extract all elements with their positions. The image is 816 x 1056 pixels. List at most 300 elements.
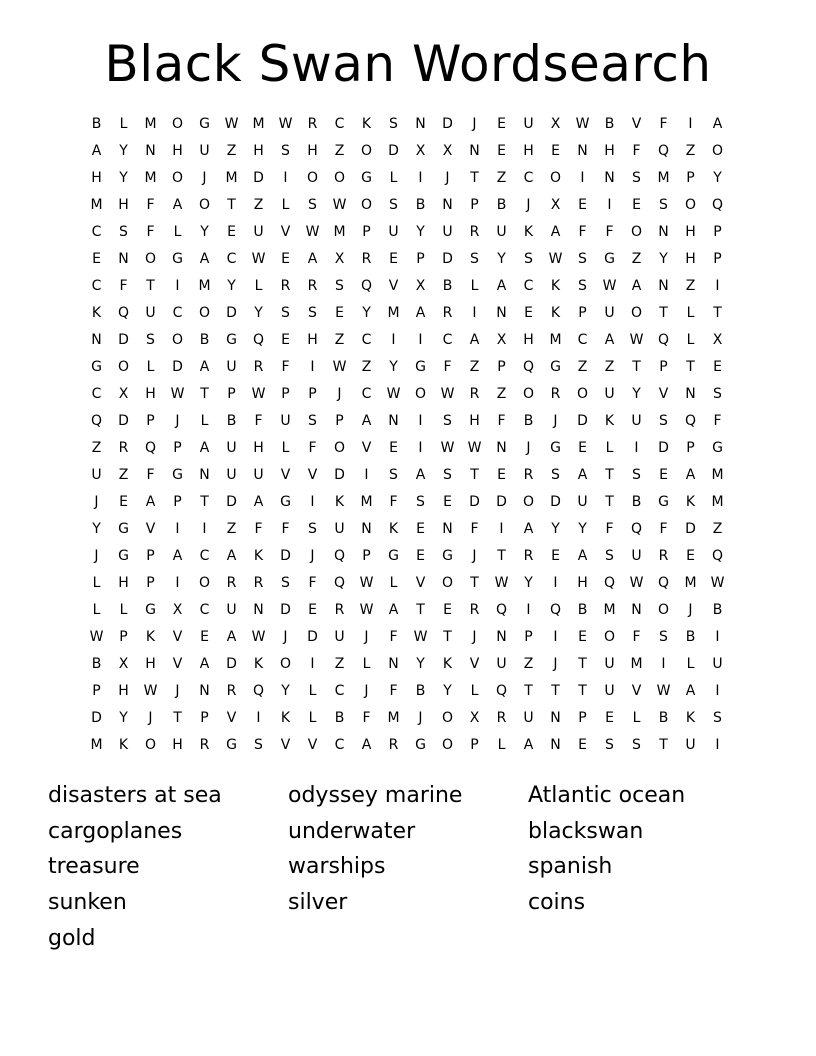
grid-letter: U: [280, 413, 291, 429]
grid-letter: N: [199, 683, 210, 699]
grid-letter: A: [577, 467, 588, 483]
grid-letter: U: [631, 413, 642, 429]
grid-letter: L: [308, 710, 317, 726]
grid-letter: W: [278, 116, 293, 132]
word-list-row: [48, 849, 768, 885]
grid-letter: H: [469, 413, 480, 429]
grid-letter: M: [387, 305, 400, 321]
grid-letter: L: [119, 602, 128, 618]
grid-letter: N: [442, 197, 453, 213]
grid-letter: B: [604, 116, 615, 132]
grid-letter: S: [605, 548, 614, 564]
grid-letter: Q: [684, 413, 697, 429]
grid-letter: W: [494, 575, 509, 591]
grid-letter: Q: [711, 548, 724, 564]
grid-row: [83, 246, 731, 273]
grid-letter: M: [144, 170, 157, 186]
grid-letter: Y: [443, 683, 452, 699]
grid-letter: N: [496, 305, 507, 321]
grid-letter: L: [686, 332, 695, 348]
grid-letter: I: [175, 278, 180, 294]
grid-letter: O: [414, 386, 427, 402]
grid-letter: R: [199, 737, 210, 753]
grid-letter: T: [686, 359, 695, 375]
grid-letter: U: [496, 224, 507, 240]
grid-letter: F: [659, 116, 668, 132]
grid-letter: U: [604, 683, 615, 699]
grid-letter: Z: [469, 359, 480, 375]
grid-letter: O: [360, 197, 373, 213]
grid-letter: O: [306, 170, 319, 186]
grid-letter: Y: [713, 170, 722, 186]
grid-letter: E: [389, 251, 398, 267]
grid-letter: L: [281, 197, 290, 213]
grid-row: [83, 165, 731, 192]
grid-letter: J: [283, 629, 288, 645]
grid-letter: O: [441, 710, 454, 726]
grid-letter: O: [684, 197, 697, 213]
grid-row: [83, 273, 731, 300]
grid-letter: P: [173, 494, 182, 510]
grid-letter: V: [226, 710, 237, 726]
grid-letter: Q: [144, 440, 157, 456]
grid-letter: T: [227, 197, 236, 213]
grid-letter: B: [631, 494, 642, 510]
grid-letter: S: [524, 251, 533, 267]
grid-letter: R: [307, 116, 318, 132]
grid-letter: T: [497, 548, 506, 564]
grid-letter: K: [550, 305, 561, 321]
grid-letter: T: [605, 467, 614, 483]
grid-letter: E: [497, 467, 506, 483]
word-list-item: gold: [48, 925, 96, 951]
grid-letter: X: [550, 197, 561, 213]
grid-letter: D: [226, 494, 237, 510]
grid-letter: H: [91, 170, 102, 186]
grid-letter: E: [578, 737, 587, 753]
grid-letter: L: [605, 440, 614, 456]
grid-letter: O: [333, 440, 346, 456]
grid-letter: I: [499, 521, 504, 537]
grid-letter: G: [172, 251, 183, 267]
grid-letter: P: [281, 386, 290, 402]
grid-letter: P: [686, 170, 695, 186]
grid-letter: V: [307, 737, 318, 753]
grid-letter: S: [119, 224, 128, 240]
grid-letter: O: [198, 575, 211, 591]
grid-letter: J: [688, 602, 693, 618]
grid-letter: P: [146, 548, 155, 564]
grid-letter: D: [172, 359, 183, 375]
grid-letter: S: [632, 467, 641, 483]
grid-letter: A: [172, 197, 183, 213]
grid-letter: X: [496, 332, 507, 348]
grid-letter: Y: [497, 251, 506, 267]
word-list-item: Atlantic ocean: [528, 783, 686, 809]
grid-letter: O: [144, 737, 157, 753]
grid-row: [83, 462, 731, 489]
grid-letter: K: [550, 278, 561, 294]
word-list-item: underwater: [288, 818, 416, 844]
grid-letter: U: [199, 143, 210, 159]
word-list-item: spanish: [528, 854, 613, 880]
grid-letter: E: [389, 440, 398, 456]
grid-letter: S: [146, 332, 155, 348]
grid-letter: T: [605, 494, 614, 510]
grid-letter: X: [415, 143, 426, 159]
grid-letter: P: [659, 359, 668, 375]
grid-letter: P: [578, 710, 587, 726]
grid-letter: E: [686, 548, 695, 564]
grid-letter: W: [170, 386, 185, 402]
grid-letter: L: [254, 278, 263, 294]
grid-letter: S: [308, 413, 317, 429]
grid-letter: U: [577, 494, 588, 510]
grid-letter: D: [280, 602, 291, 618]
grid-letter: V: [172, 656, 183, 672]
grid-row: [83, 570, 731, 597]
grid-letter: D: [685, 521, 696, 537]
grid-letter: O: [333, 170, 346, 186]
grid-letter: A: [604, 332, 615, 348]
grid-letter: M: [198, 278, 211, 294]
grid-letter: W: [143, 683, 158, 699]
grid-letter: L: [119, 116, 128, 132]
grid-letter: I: [715, 683, 720, 699]
grid-letter: G: [280, 494, 291, 510]
grid-letter: O: [171, 332, 184, 348]
grid-letter: K: [118, 737, 129, 753]
grid-letter: U: [388, 224, 399, 240]
grid-letter: G: [604, 251, 615, 267]
grid-letter: W: [413, 629, 428, 645]
grid-letter: J: [310, 548, 315, 564]
grid-letter: L: [470, 278, 479, 294]
grid-letter: U: [604, 305, 615, 321]
grid-letter: U: [712, 656, 723, 672]
grid-letter: C: [577, 332, 588, 348]
grid-row: [83, 543, 731, 570]
grid-letter: J: [445, 170, 450, 186]
grid-letter: E: [200, 629, 209, 645]
grid-letter: F: [308, 575, 317, 591]
grid-letter: I: [526, 602, 531, 618]
grid-letter: F: [146, 467, 155, 483]
grid-letter: T: [632, 359, 641, 375]
grid-letter: Y: [416, 224, 425, 240]
grid-letter: I: [175, 575, 180, 591]
grid-letter: L: [389, 575, 398, 591]
grid-letter: N: [469, 143, 480, 159]
grid-letter: W: [359, 575, 374, 591]
grid-letter: Z: [118, 467, 129, 483]
grid-letter: F: [389, 494, 398, 510]
grid-letter: C: [361, 332, 372, 348]
grid-letter: M: [630, 656, 643, 672]
grid-letter: O: [171, 116, 184, 132]
grid-letter: Z: [496, 386, 507, 402]
grid-letter: B: [226, 413, 237, 429]
grid-letter: F: [119, 278, 128, 294]
word-list-item: sunken: [48, 890, 127, 916]
grid-letter: C: [334, 737, 345, 753]
grid-letter: Z: [226, 143, 237, 159]
grid-letter: W: [575, 116, 590, 132]
grid-letter: Z: [577, 359, 588, 375]
grid-letter: T: [578, 656, 587, 672]
grid-letter: A: [415, 305, 426, 321]
grid-letter: M: [90, 737, 103, 753]
grid-letter: G: [442, 548, 453, 564]
grid-letter: D: [118, 332, 129, 348]
grid-letter: U: [604, 656, 615, 672]
grid-letter: B: [712, 602, 723, 618]
grid-letter: U: [523, 116, 534, 132]
grid-letter: T: [578, 683, 587, 699]
grid-letter: W: [467, 440, 482, 456]
grid-letter: T: [713, 305, 722, 321]
grid-letter: P: [470, 737, 479, 753]
grid-letter: J: [526, 197, 531, 213]
grid-letter: W: [629, 575, 644, 591]
grid-letter: P: [227, 386, 236, 402]
grid-letter: G: [415, 737, 426, 753]
grid-letter: J: [175, 683, 180, 699]
grid-letter: Z: [334, 332, 345, 348]
grid-letter: R: [280, 278, 291, 294]
grid-row: [83, 624, 731, 651]
word-list: [48, 778, 768, 956]
grid-letter: K: [334, 494, 345, 510]
grid-letter: T: [416, 602, 425, 618]
grid-letter: B: [523, 413, 534, 429]
grid-letter: P: [713, 251, 722, 267]
grid-letter: M: [252, 116, 265, 132]
grid-letter: F: [497, 413, 506, 429]
grid-letter: M: [225, 170, 238, 186]
grid-letter: R: [118, 440, 129, 456]
grid-letter: J: [364, 629, 369, 645]
grid-letter: C: [226, 251, 237, 267]
grid-letter: U: [226, 602, 237, 618]
grid-letter: D: [91, 710, 102, 726]
grid-row: [83, 705, 731, 732]
grid-letter: O: [441, 575, 454, 591]
grid-letter: V: [631, 683, 642, 699]
grid-letter: N: [253, 602, 264, 618]
grid-letter: T: [146, 278, 155, 294]
grid-row: [83, 192, 731, 219]
grid-letter: I: [553, 629, 558, 645]
grid-letter: T: [524, 683, 533, 699]
grid-row: [83, 678, 731, 705]
grid-row: [83, 327, 731, 354]
grid-letter: X: [172, 602, 183, 618]
grid-letter: F: [308, 440, 317, 456]
grid-letter: Y: [416, 656, 425, 672]
grid-letter: R: [523, 467, 534, 483]
grid-letter: G: [550, 440, 561, 456]
grid-row: [83, 300, 731, 327]
grid-letter: L: [92, 602, 101, 618]
grid-letter: P: [470, 197, 479, 213]
grid-row: [83, 732, 731, 759]
grid-letter: S: [308, 197, 317, 213]
grid-letter: W: [251, 629, 266, 645]
grid-letter: I: [391, 332, 396, 348]
grid-letter: W: [332, 359, 347, 375]
grid-letter: M: [144, 116, 157, 132]
grid-letter: T: [659, 737, 668, 753]
grid-letter: D: [577, 413, 588, 429]
grid-letter: H: [307, 143, 318, 159]
grid-letter: K: [685, 494, 696, 510]
grid-letter: F: [605, 224, 614, 240]
grid-letter: H: [172, 737, 183, 753]
grid-letter: E: [578, 440, 587, 456]
grid-letter: R: [469, 602, 480, 618]
grid-letter: Z: [712, 521, 723, 537]
word-list-row: [48, 814, 768, 850]
grid-letter: M: [657, 170, 670, 186]
grid-letter: N: [415, 116, 426, 132]
grid-letter: D: [253, 170, 264, 186]
grid-letter: V: [280, 467, 291, 483]
grid-letter: A: [685, 683, 696, 699]
grid-letter: I: [364, 467, 369, 483]
grid-letter: J: [94, 548, 99, 564]
grid-letter: P: [146, 575, 155, 591]
grid-letter: F: [578, 224, 587, 240]
grid-letter: W: [359, 602, 374, 618]
grid-letter: A: [685, 467, 696, 483]
grid-letter: N: [388, 656, 399, 672]
grid-letter: N: [658, 224, 669, 240]
grid-letter: H: [307, 332, 318, 348]
grid-letter: S: [470, 251, 479, 267]
grid-letter: Q: [522, 359, 535, 375]
grid-letter: I: [715, 278, 720, 294]
grid-letter: A: [523, 737, 534, 753]
grid-letter: U: [253, 467, 264, 483]
page-title: Black Swan Wordsearch: [104, 35, 712, 93]
grid-letter: E: [524, 305, 533, 321]
grid-letter: B: [658, 710, 669, 726]
grid-letter: A: [172, 548, 183, 564]
grid-letter: K: [145, 629, 156, 645]
grid-letter: H: [118, 197, 129, 213]
grid-letter: S: [416, 494, 425, 510]
grid-letter: K: [523, 224, 534, 240]
word-list-item: odyssey marine: [288, 783, 463, 809]
grid-letter: E: [281, 332, 290, 348]
grid-letter: W: [656, 683, 671, 699]
grid-letter: V: [280, 224, 291, 240]
grid-letter: L: [281, 440, 290, 456]
grid-letter: U: [226, 467, 237, 483]
grid-letter: I: [472, 305, 477, 321]
grid-letter: W: [305, 224, 320, 240]
grid-letter: J: [553, 656, 558, 672]
word-list-row: [48, 778, 768, 814]
grid-letter: N: [145, 143, 156, 159]
grid-letter: W: [629, 332, 644, 348]
grid-letter: R: [388, 737, 399, 753]
word-list-item: warships: [288, 854, 386, 880]
grid-letter: Y: [524, 575, 533, 591]
grid-letter: K: [361, 116, 372, 132]
grid-letter: O: [171, 170, 184, 186]
grid-letter: V: [145, 521, 156, 537]
grid-letter: A: [226, 629, 237, 645]
grid-letter: O: [144, 251, 157, 267]
grid-letter: F: [146, 224, 155, 240]
grid-letter: E: [416, 548, 425, 564]
grid-letter: R: [442, 305, 453, 321]
grid-letter: D: [334, 467, 345, 483]
grid-letter: F: [389, 629, 398, 645]
grid-letter: U: [631, 548, 642, 564]
grid-letter: A: [307, 251, 318, 267]
grid-letter: O: [117, 359, 130, 375]
grid-letter: F: [254, 413, 263, 429]
grid-letter: G: [199, 116, 210, 132]
grid-letter: Y: [551, 521, 560, 537]
grid-letter: C: [91, 278, 102, 294]
grid-letter: P: [92, 683, 101, 699]
grid-letter: R: [226, 575, 237, 591]
grid-letter: N: [550, 710, 561, 726]
word-list-item: cargoplanes: [48, 818, 183, 844]
grid-letter: D: [388, 143, 399, 159]
grid-letter: Q: [711, 197, 724, 213]
grid-letter: Q: [333, 575, 346, 591]
grid-letter: P: [173, 440, 182, 456]
grid-letter: Z: [496, 170, 507, 186]
grid-letter: T: [470, 575, 479, 591]
grid-letter: S: [551, 467, 560, 483]
grid-letter: P: [713, 224, 722, 240]
grid-letter: I: [310, 494, 315, 510]
grid-letter: R: [334, 602, 345, 618]
grid-letter: F: [713, 413, 722, 429]
grid-letter: Z: [604, 359, 615, 375]
grid-letter: S: [281, 305, 290, 321]
grid-letter: I: [715, 737, 720, 753]
grid-letter: G: [226, 332, 237, 348]
grid-letter: H: [253, 143, 264, 159]
grid-letter: I: [715, 629, 720, 645]
grid-letter: A: [199, 440, 210, 456]
grid-letter: N: [442, 521, 453, 537]
grid-letter: S: [605, 737, 614, 753]
grid-letter: R: [253, 359, 264, 375]
grid-letter: K: [253, 548, 264, 564]
grid-letter: W: [332, 197, 347, 213]
grid-letter: I: [418, 170, 423, 186]
grid-letter: F: [281, 359, 290, 375]
grid-letter: I: [202, 521, 207, 537]
grid-letter: D: [307, 629, 318, 645]
grid-letter: U: [334, 521, 345, 537]
grid-letter: C: [361, 386, 372, 402]
grid-letter: B: [91, 656, 102, 672]
grid-letter: U: [523, 710, 534, 726]
grid-letter: E: [443, 602, 452, 618]
grid-letter: F: [443, 359, 452, 375]
grid-letter: O: [711, 143, 724, 159]
grid-letter: J: [526, 440, 531, 456]
